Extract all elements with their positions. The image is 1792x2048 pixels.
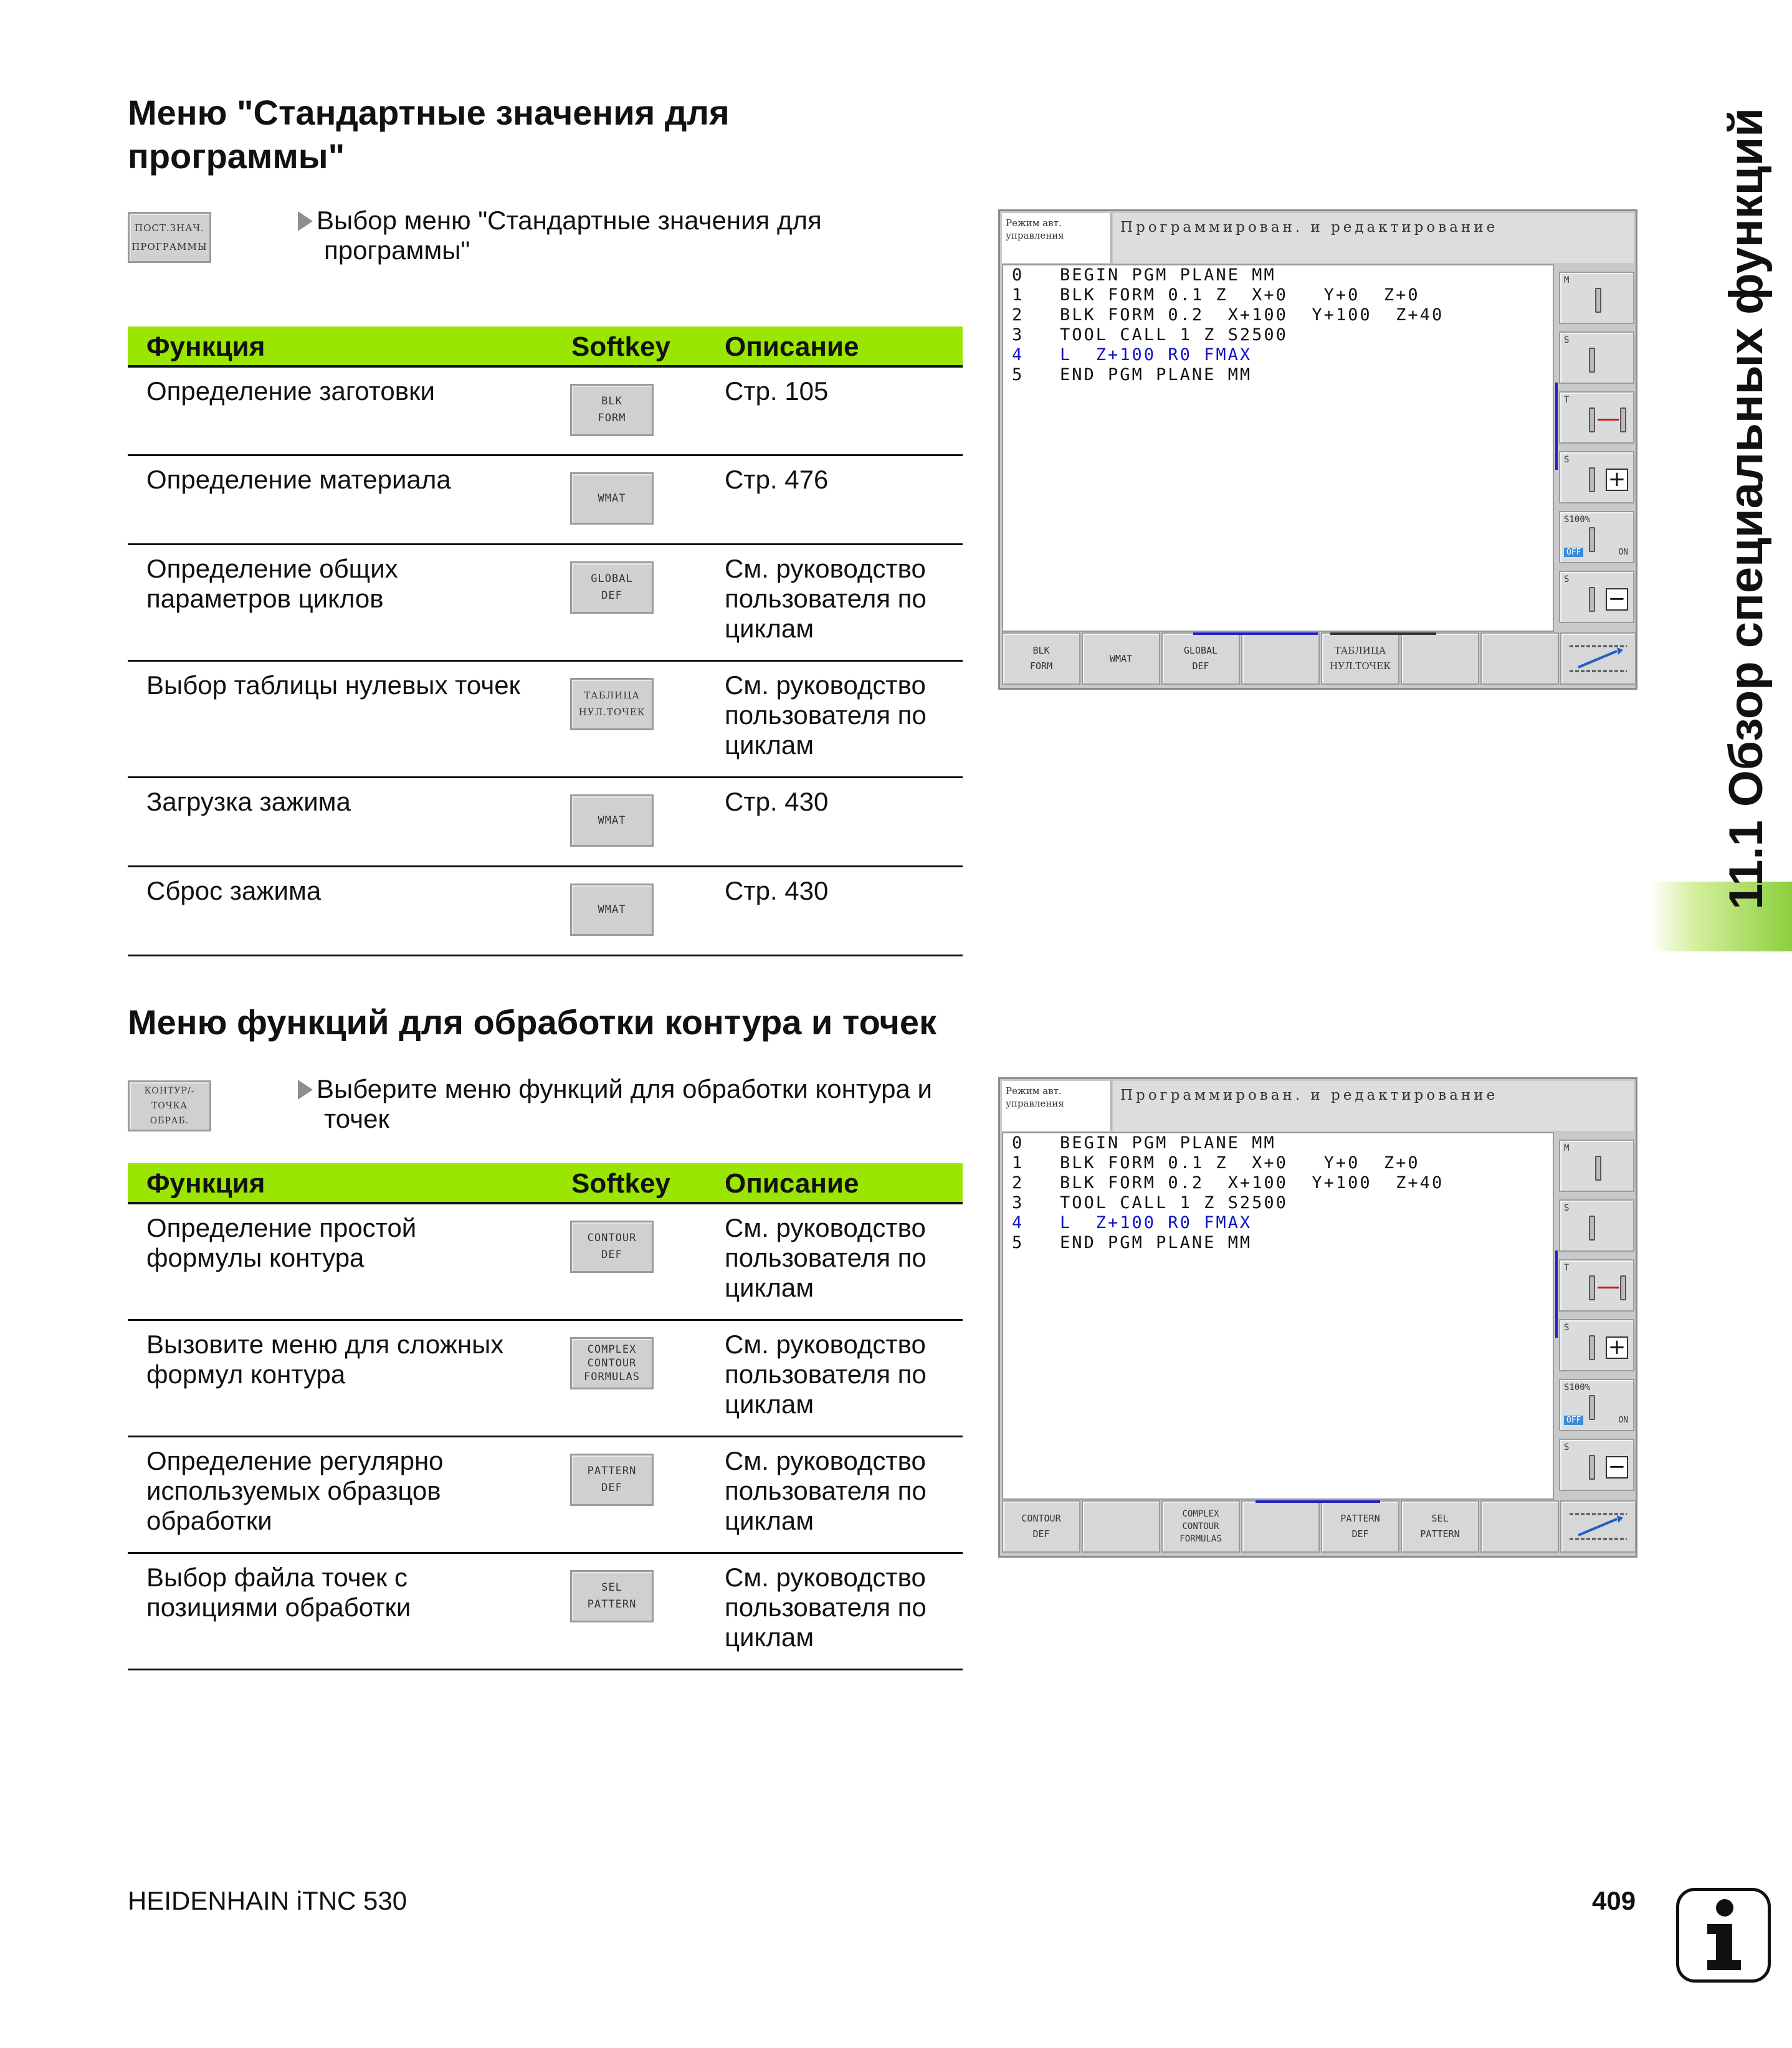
contour-point-softkey[interactable]: КОНТУР/- ТОЧКА ОБРАБ.: [128, 1080, 211, 1131]
bar-softkey[interactable]: COMPLEX CONTOUR FORMULAS: [1161, 1500, 1240, 1553]
function-softkey[interactable]: WMAT: [570, 883, 654, 936]
table-row: [128, 545, 963, 662]
header-softkey: Softkey: [571, 1168, 670, 1199]
bar-softkey[interactable]: ТАБЛИЦА НУЛ.ТОЧЕК: [1321, 632, 1399, 685]
function-softkey[interactable]: BLK FORM: [570, 384, 654, 436]
side-softkey[interactable]: T: [1559, 1259, 1634, 1312]
off-indicator: OFF: [1564, 1416, 1583, 1425]
program-line: 2 BLK FORM 0.2 X+100 Y+100 Z+40: [1012, 1173, 1444, 1193]
section2-heading: Меню функций для обработки контура и точек: [128, 1003, 937, 1042]
table2-header: [128, 1163, 963, 1204]
table1-header: [128, 326, 963, 368]
program-line: 1 BLK FORM 0.1 Z X+0 Y+0 Z+0: [1012, 285, 1420, 305]
screen-title: Программирован. и редактирование: [1113, 213, 1634, 263]
table-row: [128, 778, 963, 867]
table-row: [128, 456, 963, 545]
bar-softkey[interactable]: [1401, 632, 1479, 685]
scroll-bar-icon: [1567, 640, 1629, 677]
program-line: 4 L Z+100 R0 FMAX: [1012, 1213, 1252, 1232]
tool-icon: [1620, 1275, 1626, 1300]
header-function: Функция: [146, 331, 265, 362]
function-cell: Определение регулярно используемых образцов обработки: [146, 1446, 444, 1535]
description-cell: См. руководство пользователя по циклам: [725, 1213, 927, 1302]
active-softkey-marker: [1330, 632, 1436, 635]
side-softkey[interactable]: S: [1559, 1199, 1634, 1252]
footer-brand: HEIDENHAIN iTNC 530: [128, 1886, 407, 1915]
table-row: [128, 1437, 963, 1554]
function-cell: Вызовите меню для сложных формул контура: [146, 1330, 504, 1389]
side-softkey[interactable]: S100% OFF ON: [1559, 1379, 1634, 1431]
softkey-bar: [1002, 632, 1634, 686]
tool-icon: [1589, 1216, 1595, 1241]
page-number: 409: [1592, 1886, 1636, 1915]
scroll-bar-icon: [1567, 1508, 1629, 1545]
tool-icon: [1595, 288, 1601, 313]
program-line: 3 TOOL CALL 1 Z S2500: [1012, 1193, 1288, 1212]
side-softkey[interactable]: S100% OFF ON: [1559, 511, 1634, 563]
description-cell: См. руководство пользователя по циклам: [725, 1446, 927, 1535]
tool-icon: [1595, 1156, 1601, 1181]
info-icon: [1676, 1888, 1771, 1983]
table-row: [128, 1554, 963, 1670]
side-softkey[interactable]: S +: [1559, 1319, 1634, 1371]
function-cell: Выбор файла точек с позициями обработки: [146, 1563, 411, 1622]
on-indicator: ON: [1618, 548, 1628, 557]
minus-icon: −: [1606, 588, 1628, 611]
bar-softkey[interactable]: [1480, 632, 1559, 685]
tool-icon: [1589, 348, 1595, 373]
function-cell: Определение простой формулы контура: [146, 1213, 417, 1272]
off-indicator: OFF: [1564, 548, 1583, 557]
bar-softkey[interactable]: [1480, 1500, 1559, 1553]
function-softkey[interactable]: COMPLEX CONTOUR FORMULAS: [570, 1337, 654, 1389]
program-line: 0 BEGIN PGM PLANE MM: [1012, 265, 1276, 285]
table1: [128, 326, 963, 956]
function-cell: Определение заготовки: [146, 376, 435, 406]
function-cell: Определение материала: [146, 465, 451, 494]
tool-icon: [1620, 407, 1626, 432]
description-cell: Стр. 430: [725, 787, 829, 816]
program-line: 1 BLK FORM 0.1 Z X+0 Y+0 Z+0: [1012, 1153, 1420, 1173]
active-softkey-marker: [1256, 1500, 1380, 1503]
tool-icon: [1589, 407, 1595, 432]
section1-heading: Меню "Стандартные значения для программы": [128, 93, 730, 176]
program-line: 2 BLK FORM 0.2 X+100 Y+100 Z+40: [1012, 305, 1444, 325]
mode-label: Режим авт. управления: [1002, 1081, 1112, 1131]
description-cell: См. руководство пользователя по циклам: [725, 670, 927, 760]
side-softkey[interactable]: M: [1559, 272, 1634, 324]
section2-intro: Выберите меню функций для обработки контура и точек: [298, 1074, 983, 1134]
plus-icon: +: [1606, 469, 1628, 491]
tool-icon: [1589, 1335, 1595, 1360]
side-softkeys: [1556, 264, 1636, 632]
header-description: Описание: [725, 1168, 859, 1199]
bar-softkey[interactable]: BLK FORM: [1002, 632, 1080, 685]
function-cell: Определение общих параметров циклов: [146, 554, 398, 613]
table-row: [128, 1321, 963, 1437]
table-row: [128, 1204, 963, 1321]
header-function: Функция: [146, 1168, 265, 1199]
function-softkey[interactable]: ТАБЛИЦА НУЛ.ТОЧЕК: [570, 678, 654, 730]
bar-softkey[interactable]: PATTERN DEF: [1321, 1500, 1399, 1553]
triangle-arrow-icon: [298, 211, 313, 231]
scroll-indicator: [1555, 1250, 1558, 1338]
bar-softkey[interactable]: CONTOUR DEF: [1002, 1500, 1080, 1553]
side-softkey[interactable]: S −: [1559, 1439, 1634, 1491]
side-softkey[interactable]: M: [1559, 1140, 1634, 1192]
table-row: [128, 867, 963, 956]
program-line: 4 L Z+100 R0 FMAX: [1012, 345, 1252, 364]
program-listing[interactable]: [1002, 264, 1554, 632]
bar-softkey[interactable]: WMAT: [1082, 632, 1160, 685]
bar-softkey[interactable]: SEL PATTERN: [1401, 1500, 1479, 1553]
minus-icon: −: [1606, 1456, 1628, 1479]
section1-intro: Выбор меню "Стандартные значения для программы": [298, 206, 971, 265]
screen-title: Программирован. и редактирование: [1113, 1081, 1634, 1131]
header-description: Описание: [725, 331, 859, 362]
description-cell: Стр. 430: [725, 876, 829, 905]
table-row: [128, 368, 963, 456]
function-softkey[interactable]: GLOBAL DEF: [570, 561, 654, 614]
description-cell: См. руководство пользователя по циклам: [725, 554, 927, 643]
swap-arrow-icon: [1598, 1287, 1619, 1288]
tool-icon: [1589, 587, 1595, 612]
bar-softkey[interactable]: [1082, 1500, 1160, 1553]
function-softkey[interactable]: WMAT: [570, 472, 654, 525]
function-softkey[interactable]: WMAT: [570, 794, 654, 847]
description-cell: Стр. 105: [725, 376, 829, 406]
program-line: 5 END PGM PLANE MM: [1012, 1233, 1252, 1252]
bar-softkey[interactable]: GLOBAL DEF: [1161, 632, 1240, 685]
bar-softkey[interactable]: [1241, 1500, 1320, 1553]
scroll-softkey[interactable]: [1560, 632, 1636, 685]
table2: [128, 1163, 963, 1670]
tool-icon: [1589, 1455, 1595, 1480]
program-line: 5 END PGM PLANE MM: [1012, 365, 1252, 384]
side-softkey[interactable]: T: [1559, 391, 1634, 444]
plus-icon: +: [1606, 1336, 1628, 1359]
info-icon-glyph: [1699, 1898, 1748, 1973]
side-softkey[interactable]: S −: [1559, 571, 1634, 623]
scroll-indicator: [1555, 383, 1558, 470]
function-softkey[interactable]: PATTERN DEF: [570, 1454, 654, 1506]
side-softkeys: [1556, 1132, 1636, 1500]
description-cell: См. руководство пользователя по циклам: [725, 1563, 927, 1652]
bar-softkey[interactable]: [1241, 632, 1320, 685]
program-line: 0 BEGIN PGM PLANE MM: [1012, 1133, 1276, 1153]
table-row: [128, 662, 963, 778]
default-values-softkey[interactable]: ПОСТ.ЗНАЧ. ПРОГРАММЫ: [128, 212, 211, 263]
function-cell: Сброс зажима: [146, 876, 322, 905]
function-cell: Загрузка зажима: [146, 787, 351, 816]
tool-icon: [1589, 1275, 1595, 1300]
tool-icon: [1589, 1395, 1595, 1420]
active-softkey-marker: [1193, 632, 1318, 635]
triangle-arrow-icon: [298, 1080, 313, 1100]
program-listing[interactable]: [1002, 1132, 1554, 1500]
softkey-bar: [1002, 1500, 1634, 1554]
function-softkey[interactable]: CONTOUR DEF: [570, 1221, 654, 1273]
mode-label: Режим авт. управления: [1002, 213, 1112, 263]
description-cell: Стр. 476: [725, 465, 829, 494]
function-softkey[interactable]: SEL PATTERN: [570, 1570, 654, 1622]
program-line: 3 TOOL CALL 1 Z S2500: [1012, 325, 1288, 345]
header-softkey: Softkey: [571, 331, 670, 362]
cnc-screen-1: [998, 209, 1637, 690]
scroll-softkey[interactable]: [1560, 1500, 1636, 1553]
on-indicator: ON: [1618, 1416, 1628, 1425]
side-softkey[interactable]: S: [1559, 331, 1634, 384]
chapter-title: 11.1 Обзор специальных функций: [1720, 108, 1773, 910]
side-softkey[interactable]: S +: [1559, 451, 1634, 503]
function-cell: Выбор таблицы нулевых точек: [146, 670, 520, 700]
swap-arrow-icon: [1598, 419, 1619, 421]
tool-icon: [1589, 467, 1595, 492]
description-cell: См. руководство пользователя по циклам: [725, 1330, 927, 1419]
cnc-screen-2: [998, 1077, 1637, 1558]
tool-icon: [1589, 527, 1595, 552]
